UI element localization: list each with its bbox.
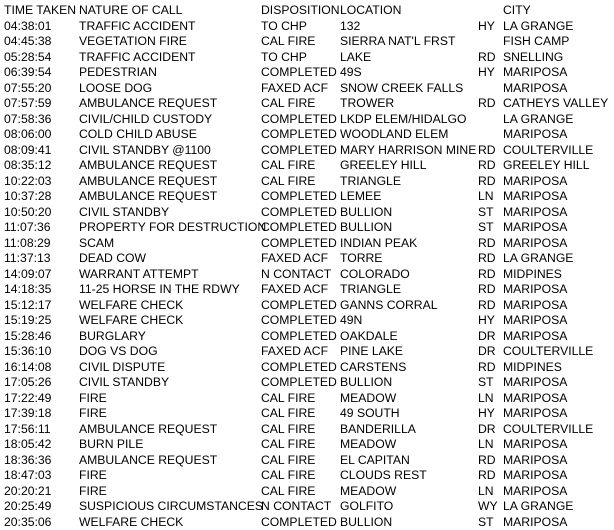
cell-time-taken: 04:45:38	[4, 34, 51, 50]
cell-disposition: COMPLETED	[261, 329, 337, 345]
cell-time-taken: 17:05:26	[4, 375, 51, 391]
table-row	[0, 298, 614, 314]
table-row	[0, 81, 614, 97]
cell-disposition: CAL FIRE	[261, 406, 315, 422]
table-body	[0, 19, 614, 530]
cell-city: MARIPOSA	[503, 453, 567, 469]
cell-city: MARIPOSA	[503, 81, 567, 97]
cell-nature-of-call: DEAD COW	[79, 251, 146, 267]
table-row	[0, 499, 614, 515]
cell-disposition: COMPLETED	[261, 375, 337, 391]
header-disposition: DISPOSITION	[261, 3, 340, 19]
cell-disposition: CAL FIRE	[261, 391, 315, 407]
cell-nature-of-call: FIRE	[79, 391, 107, 407]
cell-disposition: COMPLETED	[261, 298, 337, 314]
cell-nature-of-call: TRAFFIC ACCIDENT	[79, 50, 195, 66]
header-location: LOCATION	[340, 3, 401, 19]
cell-disposition: CAL FIRE	[261, 422, 315, 438]
cell-disposition: CAL FIRE	[261, 34, 315, 50]
table-row	[0, 50, 614, 66]
cell-location: BULLION	[340, 220, 392, 236]
cell-city: MARIPOSA	[503, 174, 567, 190]
cell-nature-of-call: 11-25 HORSE IN THE RDWY	[79, 282, 240, 298]
cell-time-taken: 15:19:25	[4, 313, 51, 329]
cell-disposition: COMPLETED	[261, 65, 337, 81]
cell-street-suffix: RD	[478, 50, 496, 66]
cell-nature-of-call: CIVIL DISPUTE	[79, 360, 165, 376]
cell-street-suffix: DR	[478, 329, 496, 345]
cell-location: LKDP ELEM/HIDALGO	[340, 112, 466, 128]
cell-city: MARIPOSA	[503, 515, 567, 530]
cell-disposition: FAXED ACF	[261, 282, 328, 298]
cell-street-suffix: ST	[478, 515, 494, 530]
cell-time-taken: 06:39:54	[4, 65, 51, 81]
cell-city: LA GRANGE	[503, 112, 573, 128]
cell-time-taken: 17:56:11	[4, 422, 51, 438]
table-row	[0, 406, 614, 422]
cell-location: INDIAN PEAK	[340, 236, 417, 252]
cell-location: TROWER	[340, 96, 394, 112]
cell-nature-of-call: CIVIL STANDBY @1100	[79, 143, 211, 159]
cell-disposition: CAL FIRE	[261, 453, 315, 469]
cell-street-suffix: ST	[478, 375, 494, 391]
cell-location: PINE LAKE	[340, 344, 403, 360]
cell-location: EL CAPITAN	[340, 453, 410, 469]
cell-disposition: COMPLETED	[261, 220, 337, 236]
cell-street-suffix: RD	[478, 360, 496, 376]
cell-time-taken: 18:05:42	[4, 437, 51, 453]
cell-time-taken: 20:35:06	[4, 515, 51, 530]
cell-location: GREELEY HILL	[340, 158, 427, 174]
cell-location: COLORADO	[340, 267, 410, 283]
cell-city: MARIPOSA	[503, 484, 567, 500]
cell-location: BULLION	[340, 375, 392, 391]
cell-disposition: COMPLETED	[261, 360, 337, 376]
table-row	[0, 329, 614, 345]
cell-street-suffix: HY	[478, 19, 495, 35]
cell-time-taken: 08:09:41	[4, 143, 51, 159]
cell-street-suffix: ST	[478, 220, 494, 236]
call-log-table	[0, 3, 614, 530]
cell-disposition: TO CHP	[261, 19, 307, 35]
cell-location: MEADOW	[340, 484, 396, 500]
cell-city: MARIPOSA	[503, 313, 567, 329]
table-row	[0, 515, 614, 530]
cell-location: OAKDALE	[340, 329, 398, 345]
cell-location: BANDERILLA	[340, 422, 416, 438]
cell-disposition: COMPLETED	[261, 515, 337, 530]
cell-location: 49S	[340, 65, 362, 81]
table-row	[0, 484, 614, 500]
table-row	[0, 375, 614, 391]
cell-nature-of-call: WELFARE CHECK	[79, 298, 183, 314]
cell-city: MARIPOSA	[503, 236, 567, 252]
cell-time-taken: 15:12:17	[4, 298, 51, 314]
cell-street-suffix: HY	[478, 65, 495, 81]
cell-time-taken: 04:38:01	[4, 19, 51, 35]
cell-disposition: TO CHP	[261, 50, 307, 66]
cell-city: FISH CAMP	[503, 34, 569, 50]
table-row	[0, 391, 614, 407]
cell-city: MARIPOSA	[503, 391, 567, 407]
table-row	[0, 143, 614, 159]
cell-time-taken: 08:06:00	[4, 127, 51, 143]
cell-disposition: CAL FIRE	[261, 174, 315, 190]
cell-disposition: COMPLETED	[261, 205, 337, 221]
table-row	[0, 65, 614, 81]
cell-time-taken: 17:39:18	[4, 406, 51, 422]
cell-city: MARIPOSA	[503, 375, 567, 391]
cell-city: MIDPINES	[503, 360, 562, 376]
header-nature-of-call: NATURE OF CALL	[79, 3, 182, 19]
cell-location: GOLFITO	[340, 499, 393, 515]
cell-street-suffix: LN	[478, 189, 494, 205]
cell-street-suffix: HY	[478, 406, 495, 422]
cell-time-taken: 10:50:20	[4, 205, 51, 221]
cell-time-taken: 07:55:20	[4, 81, 51, 97]
cell-street-suffix: DR	[478, 422, 496, 438]
table-row	[0, 313, 614, 329]
table-row	[0, 189, 614, 205]
table-row	[0, 437, 614, 453]
cell-location: LEMEE	[340, 189, 381, 205]
table-row	[0, 360, 614, 376]
cell-city: MARIPOSA	[503, 298, 567, 314]
cell-city: MARIPOSA	[503, 406, 567, 422]
cell-nature-of-call: AMBULANCE REQUEST	[79, 189, 217, 205]
table-row	[0, 267, 614, 283]
cell-disposition: COMPLETED	[261, 112, 337, 128]
cell-city: MARIPOSA	[503, 282, 567, 298]
cell-city: LA GRANGE	[503, 499, 573, 515]
table-row	[0, 158, 614, 174]
cell-time-taken: 05:28:54	[4, 50, 51, 66]
cell-disposition: N CONTACT	[261, 267, 331, 283]
cell-street-suffix: RD	[478, 298, 496, 314]
cell-disposition: FAXED ACF	[261, 344, 328, 360]
cell-time-taken: 17:22:49	[4, 391, 51, 407]
cell-location: MARY HARRISON MINE	[340, 143, 476, 159]
cell-city: COULTERVILLE	[503, 344, 593, 360]
cell-location: BULLION	[340, 205, 392, 221]
cell-nature-of-call: AMBULANCE REQUEST	[79, 422, 217, 438]
cell-city: COULTERVILLE	[503, 143, 593, 159]
cell-disposition: COMPLETED	[261, 143, 337, 159]
cell-nature-of-call: TRAFFIC ACCIDENT	[79, 19, 195, 35]
cell-disposition: FAXED ACF	[261, 81, 328, 97]
cell-street-suffix: RD	[478, 236, 496, 252]
cell-city: MARIPOSA	[503, 220, 567, 236]
cell-location: MEADOW	[340, 437, 396, 453]
table-header	[0, 3, 614, 19]
table-row	[0, 422, 614, 438]
cell-time-taken: 07:57:59	[4, 96, 51, 112]
cell-time-taken: 15:36:10	[4, 344, 51, 360]
cell-nature-of-call: PEDESTRIAN	[79, 65, 157, 81]
cell-city: MARIPOSA	[503, 189, 567, 205]
cell-time-taken: 15:28:46	[4, 329, 51, 345]
cell-location: CLOUDS REST	[340, 468, 427, 484]
cell-time-taken: 10:22:03	[4, 174, 51, 190]
cell-disposition: N CONTACT	[261, 499, 331, 515]
header-city: CITY	[503, 3, 531, 19]
table-row	[0, 468, 614, 484]
cell-city: MARIPOSA	[503, 437, 567, 453]
cell-nature-of-call: PROPERTY FOR DESTRUCTION	[79, 220, 266, 236]
cell-disposition: COMPLETED	[261, 313, 337, 329]
table-row	[0, 112, 614, 128]
cell-city: MARIPOSA	[503, 205, 567, 221]
cell-disposition: COMPLETED	[261, 127, 337, 143]
cell-city: COULTERVILLE	[503, 422, 593, 438]
cell-location: SIERRA NAT'L FRST	[340, 34, 455, 50]
cell-city: CATHEYS VALLEY	[503, 96, 608, 112]
cell-nature-of-call: WELFARE CHECK	[79, 313, 183, 329]
cell-time-taken: 08:35:12	[4, 158, 51, 174]
cell-time-taken: 18:36:36	[4, 453, 51, 469]
cell-time-taken: 14:18:35	[4, 282, 51, 298]
cell-nature-of-call: WARRANT ATTEMPT	[79, 267, 199, 283]
cell-nature-of-call: SCAM	[79, 236, 114, 252]
cell-disposition: FAXED ACF	[261, 251, 328, 267]
table-row	[0, 282, 614, 298]
cell-location: WOODLAND ELEM	[340, 127, 448, 143]
cell-city: SNELLING	[503, 50, 563, 66]
cell-location: CARSTENS	[340, 360, 406, 376]
table-row	[0, 96, 614, 112]
cell-street-suffix: RD	[478, 282, 496, 298]
cell-city: LA GRANGE	[503, 251, 573, 267]
cell-location: BULLION	[340, 515, 392, 530]
cell-time-taken: 20:20:21	[4, 484, 51, 500]
table-row	[0, 453, 614, 469]
cell-street-suffix: RD	[478, 468, 496, 484]
cell-location: GANNS CORRAL	[340, 298, 438, 314]
cell-time-taken: 14:09:07	[4, 267, 51, 283]
cell-time-taken: 10:37:28	[4, 189, 51, 205]
cell-nature-of-call: CIVIL/CHILD CUSTODY	[79, 112, 212, 128]
table-row	[0, 19, 614, 35]
table-row	[0, 344, 614, 360]
cell-nature-of-call: AMBULANCE REQUEST	[79, 174, 217, 190]
cell-disposition: CAL FIRE	[261, 158, 315, 174]
cell-location: SNOW CREEK FALLS	[340, 81, 463, 97]
cell-street-suffix: HY	[478, 313, 495, 329]
cell-nature-of-call: AMBULANCE REQUEST	[79, 453, 217, 469]
table-row	[0, 34, 614, 50]
cell-nature-of-call: BURN PILE	[79, 437, 143, 453]
cell-disposition: CAL FIRE	[261, 484, 315, 500]
cell-location: TRIANGLE	[340, 174, 401, 190]
cell-disposition: CAL FIRE	[261, 96, 315, 112]
table-row	[0, 236, 614, 252]
cell-street-suffix: LN	[478, 391, 494, 407]
cell-time-taken: 20:25:49	[4, 499, 51, 515]
cell-time-taken: 07:58:36	[4, 112, 51, 128]
cell-city: MIDPINES	[503, 267, 562, 283]
cell-city: MARIPOSA	[503, 329, 567, 345]
cell-city: LA GRANGE	[503, 19, 573, 35]
cell-nature-of-call: WELFARE CHECK	[79, 515, 183, 530]
cell-location: 49N	[340, 313, 362, 329]
cell-street-suffix: LN	[478, 484, 494, 500]
table-row	[0, 251, 614, 267]
cell-disposition: COMPLETED	[261, 189, 337, 205]
cell-city: MARIPOSA	[503, 65, 567, 81]
cell-nature-of-call: CIVIL STANDBY	[79, 375, 169, 391]
cell-street-suffix: RD	[478, 174, 496, 190]
cell-nature-of-call: AMBULANCE REQUEST	[79, 158, 217, 174]
cell-time-taken: 11:37:13	[4, 251, 51, 267]
cell-location: TRIANGLE	[340, 282, 401, 298]
cell-nature-of-call: AMBULANCE REQUEST	[79, 96, 217, 112]
cell-nature-of-call: CIVIL STANDBY	[79, 205, 169, 221]
header-time-taken: TIME TAKEN	[4, 3, 76, 19]
cell-street-suffix: RD	[478, 143, 496, 159]
cell-street-suffix: RD	[478, 251, 496, 267]
cell-nature-of-call: VEGETATION FIRE	[79, 34, 187, 50]
cell-nature-of-call: SUSPICIOUS CIRCUMSTANCES	[79, 499, 263, 515]
cell-city: MARIPOSA	[503, 468, 567, 484]
cell-location: 132	[340, 19, 360, 35]
cell-nature-of-call: DOG VS DOG	[79, 344, 158, 360]
cell-disposition: CAL FIRE	[261, 468, 315, 484]
cell-location: TORRE	[340, 251, 382, 267]
cell-nature-of-call: FIRE	[79, 484, 107, 500]
cell-street-suffix: ST	[478, 205, 494, 221]
cell-street-suffix: RD	[478, 267, 496, 283]
cell-nature-of-call: FIRE	[79, 406, 107, 422]
cell-location: 49 SOUTH	[340, 406, 400, 422]
cell-time-taken: 11:08:29	[4, 236, 51, 252]
cell-time-taken: 16:14:08	[4, 360, 51, 376]
cell-location: MEADOW	[340, 391, 396, 407]
cell-disposition: COMPLETED	[261, 236, 337, 252]
cell-street-suffix: RD	[478, 158, 496, 174]
cell-street-suffix: RD	[478, 96, 496, 112]
cell-city: MARIPOSA	[503, 127, 567, 143]
cell-nature-of-call: BURGLARY	[79, 329, 146, 345]
cell-city: GREELEY HILL	[503, 158, 590, 174]
cell-street-suffix: WY	[478, 499, 498, 515]
cell-time-taken: 11:07:36	[4, 220, 51, 236]
cell-street-suffix: RD	[478, 453, 496, 469]
cell-street-suffix: LN	[478, 437, 494, 453]
cell-nature-of-call: COLD CHILD ABUSE	[79, 127, 197, 143]
cell-nature-of-call: FIRE	[79, 468, 107, 484]
cell-time-taken: 18:47:03	[4, 468, 51, 484]
table-row	[0, 205, 614, 221]
table-row	[0, 220, 614, 236]
table-row	[0, 127, 614, 143]
cell-disposition: CAL FIRE	[261, 437, 315, 453]
cell-location: LAKE	[340, 50, 371, 66]
table-row	[0, 174, 614, 190]
cell-street-suffix: DR	[478, 344, 496, 360]
cell-nature-of-call: LOOSE DOG	[79, 81, 152, 97]
